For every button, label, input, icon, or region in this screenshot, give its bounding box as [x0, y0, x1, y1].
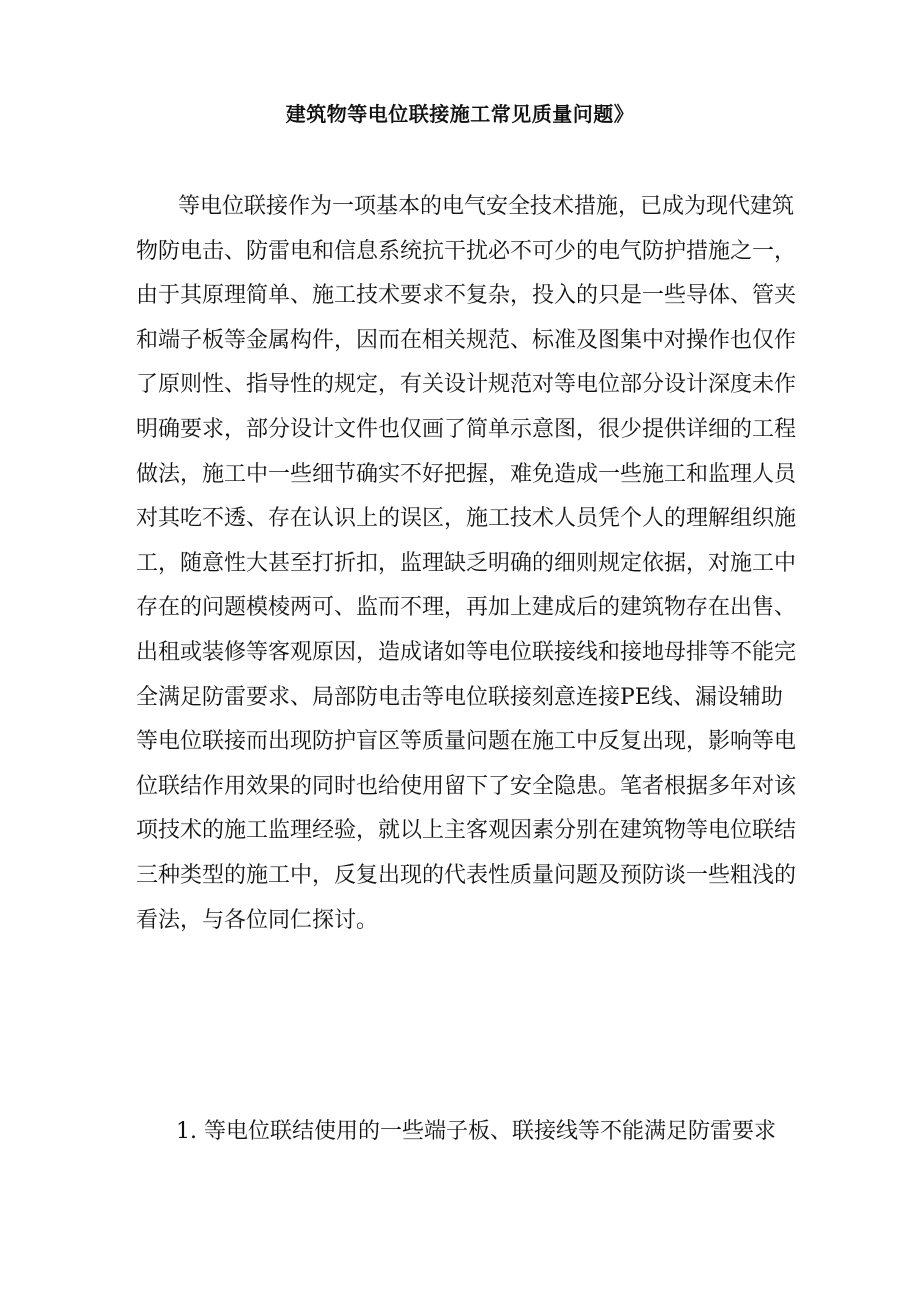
intro-paragraph	[136, 185, 796, 943]
paragraph-line: 位联结作用效果的同时也给使用留下了安全隐患。笔者根据多年对该	[136, 773, 796, 799]
paragraph-line: 了原则性、指导性的规定，有关设计规范对等电位部分设计深度未作	[136, 372, 796, 398]
paragraph-line: 等电位联接而出现防护盲区等质量问题在施工中反复出现，影响等电	[136, 729, 796, 755]
paragraph-line: 明确要求，部分设计文件也仅画了简单示意图，很少提供详细的工程	[136, 416, 796, 442]
paragraph-line: 三种类型的施工中，反复出现的代表性质量问题及预防谈一些粗浅的	[136, 862, 796, 888]
paragraph-line: 物防电击、防雷电和信息系统抗干扰必不可少的电气防护措施之一，	[136, 238, 796, 264]
paragraph-line: 全满足防雷要求、局部防电击等电位联接刻意连接PE线、漏设辅助	[136, 684, 783, 710]
section-heading-1: 1. 等电位联结使用的一些端子板、联接线等不能满足防雷要求	[176, 1119, 776, 1144]
paragraph-line: 和端子板等金属构件，因而在相关规范、标准及图集中对操作也仅作	[136, 327, 796, 353]
paragraph-line: 对其吃不透、存在认识上的误区，施工技术人员凭个人的理解组织施	[136, 506, 796, 532]
paragraph-line: 工，随意性大甚至打折扣，监理缺乏明确的细则规定依据，对施工中	[136, 550, 796, 576]
paragraph-line: 做法，施工中一些细节确实不好把握，难免造成一些施工和监理人员	[136, 461, 796, 487]
document-title: 建筑物等电位联接施工常见质量问题》	[285, 102, 635, 126]
paragraph-line: 项技术的施工监理经验，就以上主客观因素分别在建筑物等电位联结	[136, 818, 796, 844]
paragraph-line: 等电位联接作为一项基本的电气安全技术措施，已成为现代建筑	[178, 194, 795, 219]
paragraph-line: 存在的问题模棱两可、监而不理，再加上建成后的建筑物存在出售、	[136, 595, 796, 621]
paragraph-line: 出租或装修等客观原因，造成诸如等电位联接线和接地母排等不能完	[136, 639, 796, 665]
paragraph-line: 由于其原理简单、施工技术要求不复杂，投入的只是一些导体、管夹	[136, 283, 796, 309]
paragraph-line: 看法，与各位同仁探讨。	[136, 907, 379, 933]
